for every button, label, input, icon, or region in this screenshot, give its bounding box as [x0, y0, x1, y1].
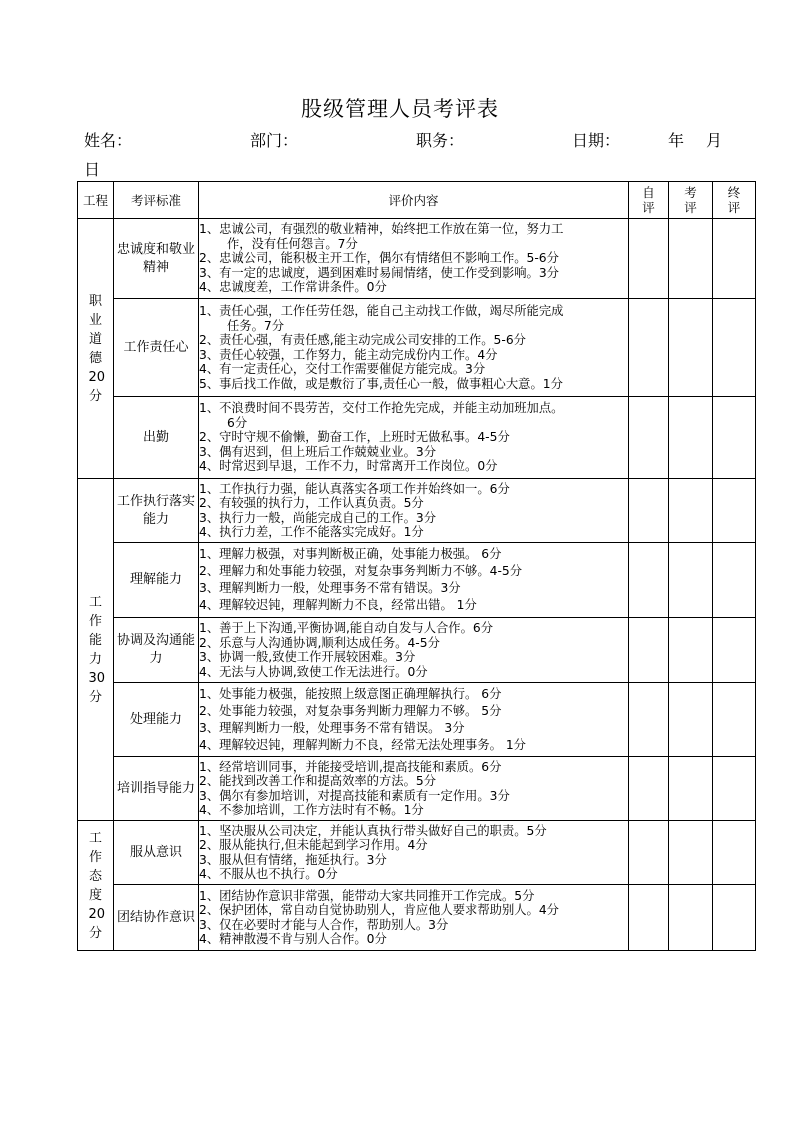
table-row: [78, 885, 756, 951]
table-row: [78, 757, 756, 821]
table-row: [78, 219, 756, 299]
table-row: [78, 543, 756, 618]
final-score-cell[interactable]: [713, 821, 756, 885]
table-row: [78, 397, 756, 479]
content-cell: 1、团结协作意识非常强，能带动大家共同推开工作完成。5分 2、保护团体，常自动自觉协助别人，肯应他人要求帮助别人。4分 3、仅在必要时才能与人合作，帮助别人。3分 4、精神散漫不肯与别人合作。0分: [199, 885, 629, 951]
criteria-cell: 工作执行落实能力: [114, 479, 199, 543]
criteria-cell: 团结协作意识: [114, 885, 199, 951]
evaluation-table: [77, 181, 756, 951]
content-cell: 1、理解力极强，对事判断极正确，处事能力极强。 6分 2、理解力和处事能力较强，对复杂事务判断力不够。4-5分 3、理解判断力一般，处理事务不常有错误。3分 4、理解较迟钝，理解判断力不良，经常出错。 1分: [199, 543, 629, 618]
day-label: 日: [84, 160, 101, 179]
table-row: [78, 821, 756, 885]
criteria-cell: 工作责任心: [114, 299, 199, 397]
exam-score-cell[interactable]: [669, 683, 713, 757]
criteria-cell: 出勤: [114, 397, 199, 479]
final-score-cell[interactable]: [713, 885, 756, 951]
month-label: 月: [706, 131, 723, 150]
final-score-cell[interactable]: [713, 219, 756, 299]
final-score-cell[interactable]: [713, 757, 756, 821]
exam-score-cell[interactable]: [669, 219, 713, 299]
table-row: [78, 618, 756, 683]
self-score-cell[interactable]: [629, 618, 669, 683]
exam-score-cell[interactable]: [669, 479, 713, 543]
header-exam: 考评: [669, 182, 713, 219]
final-score-cell[interactable]: [713, 299, 756, 397]
header-self: 自评: [629, 182, 669, 219]
criteria-cell: 忠诚度和敬业精神: [114, 219, 199, 299]
criteria-cell: 协调及沟通能力: [114, 618, 199, 683]
header-content: 评价内容: [199, 182, 629, 219]
content-cell: 1、工作执行力强，能认真落实各项工作并始终如一。6分 2、有较强的执行力，工作认真负责。5分 3、执行力一般，尚能完成自己的工作。3分 4、执行力差，工作不能落实完成好。1分: [199, 479, 629, 543]
page-title: 股级管理人员考评表: [301, 97, 499, 121]
content-cell: 1、处事能力极强，能按照上级意图正确理解执行。 6分 2、处事能力较强，对复杂事务判断力理解力不够。 5分 3、理解判断力一般，处理事务不常有错误。 3分 4、理解较迟钝，理解判断力不良，经常无法处理事务。 1分: [199, 683, 629, 757]
criteria-cell: 处理能力: [114, 683, 199, 757]
content-cell: 1、忠诚公司，有强烈的敬业精神，始终把工作放在第一位，努力工 作，没有任何怨言。7分 2、忠诚公司，能积极主开工作，偶尔有情绪但不影响工作。5-6分 3、有一定的忠诚度，遇到困难时易闹情绪，使工作受到影响。3分 4、忠诚度差，工作常讲条件。0分: [199, 219, 629, 299]
criteria-cell: 培训指导能力: [114, 757, 199, 821]
year-label: 年: [668, 131, 685, 150]
content-cell: 1、坚决服从公司决定，并能认真执行带头做好自己的职责。5分 2、服从能执行,但未能起到学习作用。4分 3、服从但有情绪，拖延执行。3分 4、不服从也不执行。0分: [199, 821, 629, 885]
table-row: [78, 683, 756, 757]
content-cell: 1、不浪费时间不畏劳苦，交付工作抢先完成，并能主动加班加点。 6分 2、守时守规不偷懒，勤奋工作，上班时无做私事。4-5分 3、偶有迟到，但上班后工作兢兢业业。3分 4、时常迟到早退，工作不力，时常离开工作岗位。0分: [199, 397, 629, 479]
dept-label: 部门：: [250, 131, 299, 150]
exam-score-cell[interactable]: [669, 397, 713, 479]
header-row: [78, 182, 756, 219]
table-row: [78, 479, 756, 543]
self-score-cell[interactable]: [629, 683, 669, 757]
name-label: 姓名：: [84, 131, 133, 150]
category-cell: 职业道德20分: [78, 219, 114, 479]
date-label: 日期：: [572, 131, 621, 150]
header-criteria: 考评标准: [114, 182, 199, 219]
final-score-cell[interactable]: [713, 683, 756, 757]
content-cell: 1、经常培训同事，并能接受培训,提高技能和素质。6分 2、能找到改善工作和提高效率的方法。5分 3、偶尔有参加培训，对提高技能和素质有一定作用。3分 4、不参加培训，工作方法时有不畅。1分: [199, 757, 629, 821]
exam-score-cell[interactable]: [669, 821, 713, 885]
criteria-cell: 理解能力: [114, 543, 199, 618]
self-score-cell[interactable]: [629, 821, 669, 885]
category-cell: 工作态度20分: [78, 821, 114, 951]
criteria-cell: 服从意识: [114, 821, 199, 885]
self-score-cell[interactable]: [629, 397, 669, 479]
self-score-cell[interactable]: [629, 543, 669, 618]
exam-score-cell[interactable]: [669, 885, 713, 951]
exam-score-cell[interactable]: [669, 757, 713, 821]
self-score-cell[interactable]: [629, 479, 669, 543]
exam-score-cell[interactable]: [669, 618, 713, 683]
self-score-cell[interactable]: [629, 757, 669, 821]
table-row: [78, 299, 756, 397]
final-score-cell[interactable]: [713, 479, 756, 543]
self-score-cell[interactable]: [629, 299, 669, 397]
self-score-cell[interactable]: [629, 885, 669, 951]
final-score-cell[interactable]: [713, 397, 756, 479]
exam-score-cell[interactable]: [669, 543, 713, 618]
category-cell: 工作能力30分: [78, 479, 114, 821]
final-score-cell[interactable]: [713, 618, 756, 683]
content-cell: 1、善于上下沟通,平衡协调,能自动自发与人合作。6分 2、乐意与人沟通协调,顺利达成任务。4-5分 3、协调一般,致使工作开展较困难。3分 4、无法与人协调,致使工作无法进行。0分: [199, 618, 629, 683]
exam-score-cell[interactable]: [669, 299, 713, 397]
header-final: 终评: [713, 182, 756, 219]
content-cell: 1、责任心强，工作任劳任怨，能自己主动找工作做，竭尽所能完成 任务。7分 2、责任心强，有责任感,能主动完成公司安排的工作。5-6分 3、责任心较强，工作努力，能主动完成份内工作。4分 4、有一定责任心，交付工作需要催促方能完成。3分 5、事后找工作做，或是敷衍了事,责任心一般，做事粗心大意。1分: [199, 299, 629, 397]
self-score-cell[interactable]: [629, 219, 669, 299]
position-label: 职务：: [416, 131, 465, 150]
final-score-cell[interactable]: [713, 543, 756, 618]
header-category: 工程: [78, 182, 114, 219]
